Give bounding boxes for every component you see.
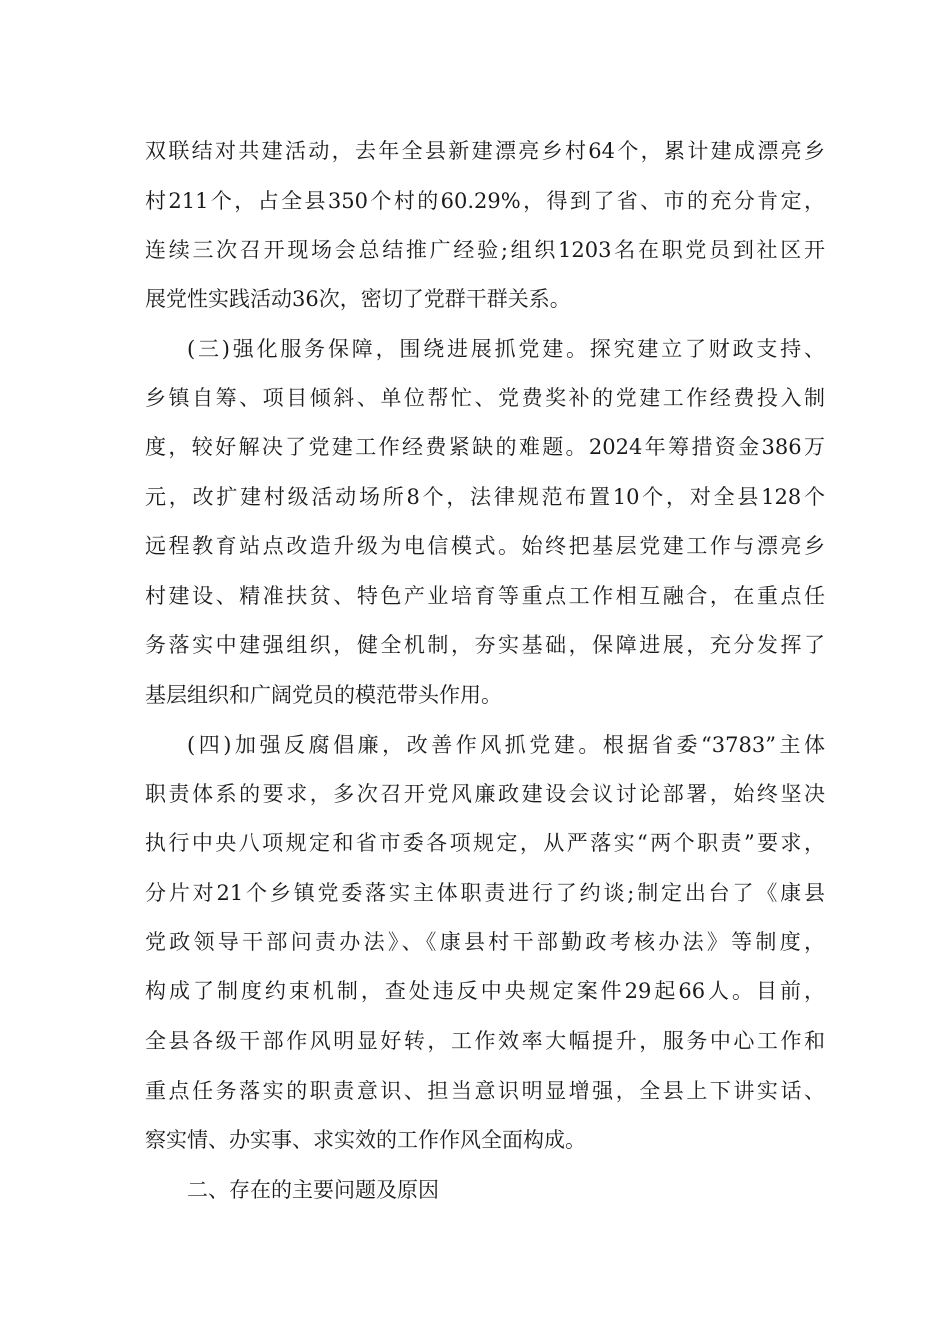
body-text-line: 重点任务落实的职责意识、担当意识明显增强，全县上下讲实话、: [145, 1079, 825, 1103]
body-text-line: 全县各级干部作风明显好转，工作效率大幅提升，服务中心工作和: [145, 1029, 825, 1053]
body-text-line: 元，改扩建村级活动场所8个，法律规范布置10个，对全县128个: [145, 485, 825, 509]
body-text-line: 双联结对共建活动，去年全县新建漂亮乡村64个，累计建成漂亮乡: [145, 139, 825, 163]
body-text-line: 展党性实践活动36次，密切了党群干群关系。: [145, 287, 571, 311]
body-text-line: 远程教育站点改造升级为电信模式。始终把基层党建工作与漂亮乡: [145, 534, 825, 558]
paragraph-4-heading-line: (四)加强反腐倡廉，改善作风抓党建。根据省委“3783”主体: [187, 733, 825, 757]
body-text-line: 基层组织和广阔党员的模范带头作用。: [145, 683, 502, 707]
body-text-line: 务落实中建强组织，健全机制，夯实基础，保障进展，充分发挥了: [145, 633, 825, 657]
body-text-line: 党政领导干部问责办法》、《康县村干部勤政考核办法》等制度，: [145, 930, 825, 954]
body-text-line: 察实情、办实事、求实效的工作作风全面构成。: [145, 1128, 586, 1152]
body-text-line: 分片对21个乡镇党委落实主体职责进行了约谈;制定出台了《康县: [145, 881, 825, 905]
body-text-line: 职责体系的要求，多次召开党风廉政建设会议讨论部署，始终坚决: [145, 782, 825, 806]
body-text-line: 连续三次召开现场会总结推广经验;组织1203名在职党员到社区开: [145, 238, 825, 262]
body-text-line: 度，较好解决了党建工作经费紧缺的难题。2024年筹措资金386万: [145, 435, 825, 459]
body-text-line: 执行中央八项规定和省市委各项规定，从严落实“两个职责”要求，: [145, 831, 825, 855]
body-text-line: 乡镇自筹、项目倾斜、单位帮忙、党费奖补的党建工作经费投入制: [145, 386, 825, 410]
body-text-line: 构成了制度约束机制，查处违反中央规定案件29起66人。目前，: [145, 979, 825, 1003]
body-text-line: 村建设、精准扶贫、特色产业培育等重点工作相互融合，在重点任: [145, 584, 825, 608]
section-heading: 二、存在的主要问题及原因: [187, 1178, 439, 1202]
paragraph-3-heading-line: (三)强化服务保障，围绕进展抓党建。探究建立了财政支持、: [187, 337, 825, 361]
body-text-line: 村211个，占全县350个村的60.29%，得到了省、市的充分肯定，: [145, 189, 825, 213]
